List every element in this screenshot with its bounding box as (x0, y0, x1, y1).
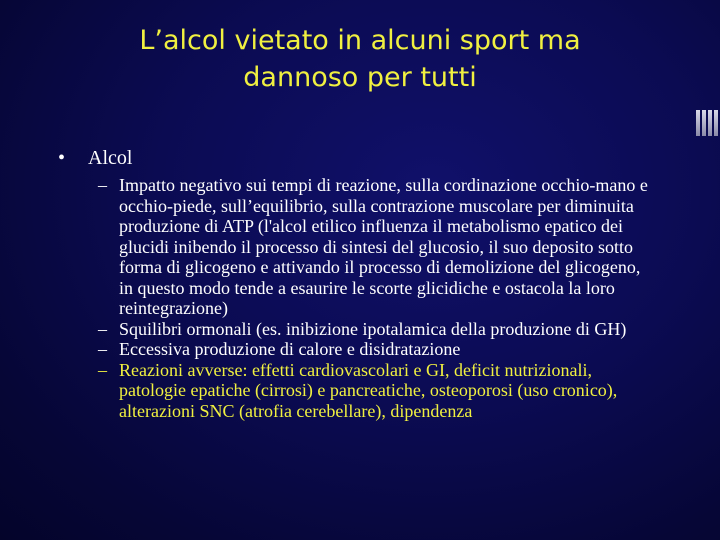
sub-bullet-reaction-impact (98, 175, 658, 319)
slide-title (90, 22, 630, 96)
sub-bullet-text: Impatto negativo sui tempi di reazione, sulla cordinazione occhio-mano e occhio-piede, sull’equilibrio, sulla contrazione muscolare per diminuita produzione di ATP (l'alcol etilico influenza il metabolismo epatico dei glucidi inibendo il processo di sintesi del glucosio, il suo deposito sotto forma di glicogeno e attivando il processo di demolizione del glicogeno, in questo modo tende a esaurire le scorte glicidiche e ostacola la loro reintegrazione) (119, 175, 648, 318)
slide-title-line-2: dannoso per tutti (243, 62, 477, 93)
dash-marker: – (98, 175, 107, 195)
sub-bullet-adverse-reactions (98, 360, 658, 422)
sub-bullet-heat (98, 339, 658, 360)
sub-bullet-text: Eccessiva produzione di calore e disidratazione (119, 339, 461, 359)
dash-marker: – (98, 339, 107, 359)
bullet-dot-icon: • (58, 147, 66, 169)
sub-bullet-text: Reazioni avverse: effetti cardiovascolari e GI, deficit nutrizionali, patologie epatiche (cirrosi) e pancreatiche, osteoporosi (uso cronico), alterazioni SNC (atrofia cerebellare), dipendenza (119, 359, 618, 421)
decorative-bars-icon (694, 110, 720, 136)
bullet-label: Alcol (88, 147, 133, 169)
sub-bullet-list (98, 175, 658, 421)
dash-marker: – (98, 318, 107, 339)
slide-title-line-1: L’alcol vietato in alcuni sport ma (139, 25, 581, 56)
sub-bullet-text: Squilibri ormonali (es. inibizione ipotalamica della produzione di GH) (119, 318, 627, 339)
dash-marker: – (98, 359, 107, 380)
bullet-alcol (58, 146, 132, 170)
sub-bullet-hormonal (98, 319, 658, 340)
